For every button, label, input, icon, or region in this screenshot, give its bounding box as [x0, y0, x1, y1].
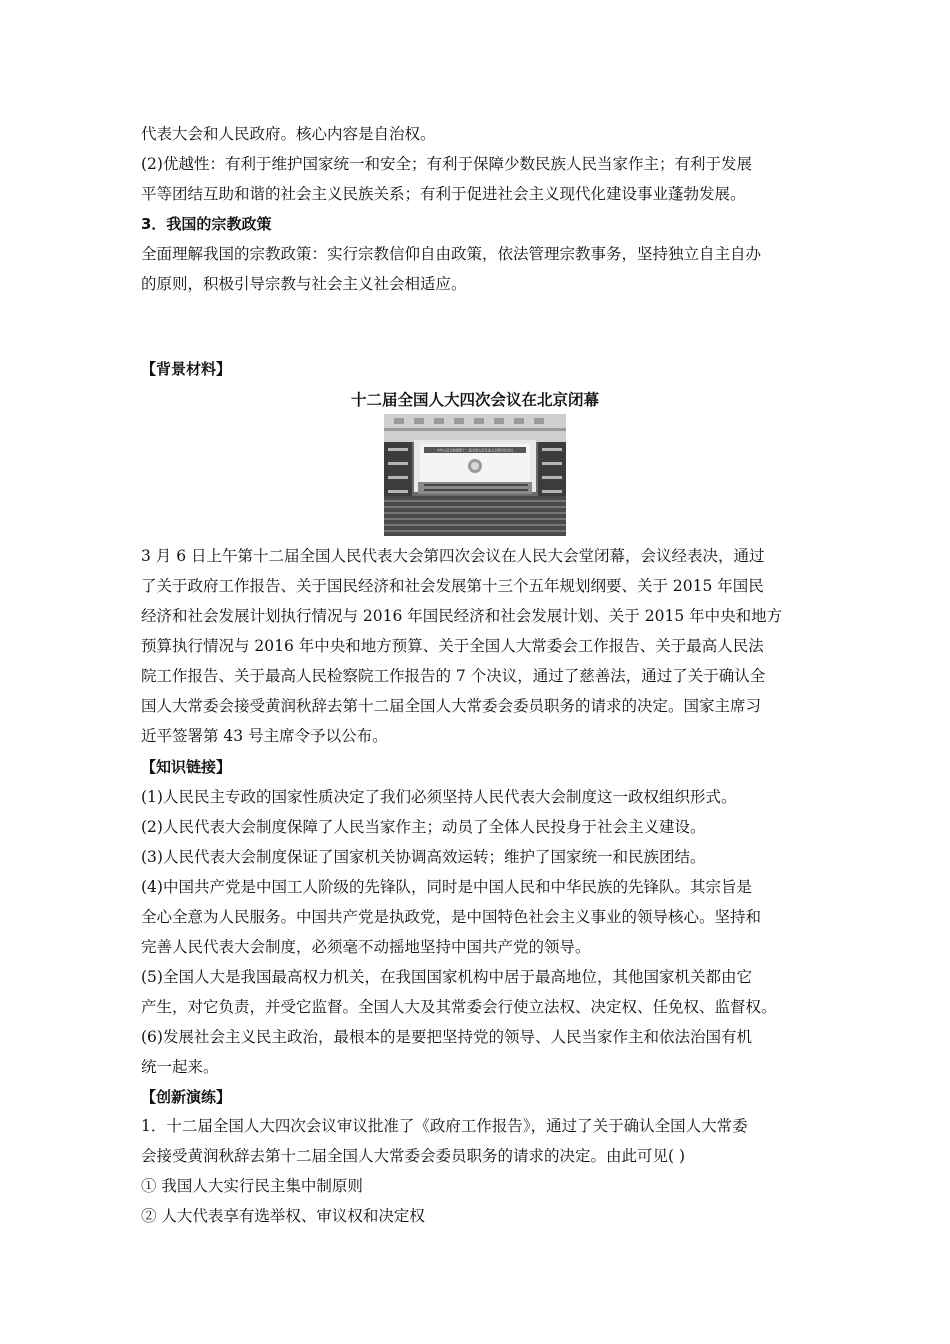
practice-option: ① 我国人大实行民主集中制原则	[141, 1177, 363, 1195]
knowledge-line: (5)全国人大是我国最高权力机关，在我国国家机构中居于最高地位，其他国家机关都由它	[141, 968, 752, 986]
knowledge-line: (2)人民代表大会制度保障了人民当家作主；动员了全体人民投身于社会主义建设。	[141, 818, 706, 836]
great-hall-photo	[384, 414, 566, 536]
background-line: 近平签署第 43 号主席令予以公布。	[141, 727, 388, 745]
practice-line: 会接受黄润秋辞去第十二届全国人大常委会委员职务的请求的决定。由此可见( )	[141, 1147, 686, 1165]
background-line: 预算执行情况与 2016 年中央和地方预算、关于全国人大常委会工作报告、关于最高人民法	[141, 637, 764, 655]
section-heading-religion: 3．我国的宗教政策	[141, 215, 272, 233]
background-line: 国人大常委会接受黄润秋辞去第十二届全国人大常委会委员职务的请求的决定。国家主席习	[141, 697, 762, 715]
intro-line: 的原则，积极引导宗教与社会主义社会相适应。	[141, 275, 467, 293]
knowledge-line: 完善人民代表大会制度，必须毫不动摇地坚持中国共产党的领导。	[141, 938, 591, 956]
knowledge-line: 全心全意为人民服务。中国共产党是执政党，是中国特色社会主义事业的领导核心。坚持和	[141, 908, 762, 926]
intro-line: (2)优越性：有利于维护国家统一和安全；有利于保障少数民族人民当家作主；有利于发展	[141, 155, 752, 173]
background-line: 3 月 6 日上午第十二届全国人民代表大会第四次会议在人民大会堂闭幕，会议经表决，通过	[141, 547, 765, 565]
knowledge-line: 产生，对它负责，并受它监督。全国人大及其常委会行使立法权、决定权、任免权、监督权。	[141, 998, 777, 1016]
background-line: 院工作报告、关于最高人民检察院工作报告的 7 个决议，通过了慈善法，通过了关于确认全	[141, 667, 766, 685]
practice-line: 1．十二届全国人大四次会议审议批准了《政府工作报告》，通过了关于确认全国人大常委	[141, 1117, 748, 1135]
knowledge-line: (3)人民代表大会制度保证了国家机关协调高效运转；维护了国家统一和民族团结。	[141, 848, 706, 866]
intro-line: 全面理解我国的宗教政策：实行宗教信仰自由政策，依法管理宗教事务，坚持独立自主自办	[141, 245, 762, 263]
intro-line: 代表大会和人民政府。核心内容是自治权。	[141, 125, 436, 143]
practice-option: ② 人大代表享有选举权、审议权和决定权	[141, 1207, 425, 1225]
intro-line: 平等团结互助和谐的社会主义民族关系；有利于促进社会主义现代化建设事业蓬勃发展。	[141, 185, 746, 203]
knowledge-line: (4)中国共产党是中国工人阶级的先锋队，同时是中国人民和中华民族的先锋队。其宗旨是	[141, 878, 752, 896]
background-label: 【背景材料】	[141, 360, 232, 378]
background-line: 经济和社会发展计划执行情况与 2016 年国民经济和社会发展计划、关于 2015 年中央和地方	[141, 607, 783, 625]
background-line: 了关于政府工作报告、关于国民经济和社会发展第十三个五年规划纲要、关于 2015 年国民	[141, 577, 764, 595]
knowledge-line: 统一起来。	[141, 1058, 219, 1076]
knowledge-label: 【知识链接】	[141, 758, 232, 776]
knowledge-line: (1)人民民主专政的国家性质决定了我们必须坚持人民代表大会制度这一政权组织形式。	[141, 788, 737, 806]
photo-banner-text: 中华人民共和国第十二届全国人民代表大会第四次会议	[436, 448, 514, 453]
knowledge-line: (6)发展社会主义民主政治，最根本的是要把坚持党的领导、人民当家作主和依法治国有机	[141, 1028, 752, 1046]
background-title: 十二届全国人大四次会议在北京闭幕	[350, 391, 599, 409]
practice-label: 【创新演练】	[141, 1088, 232, 1106]
